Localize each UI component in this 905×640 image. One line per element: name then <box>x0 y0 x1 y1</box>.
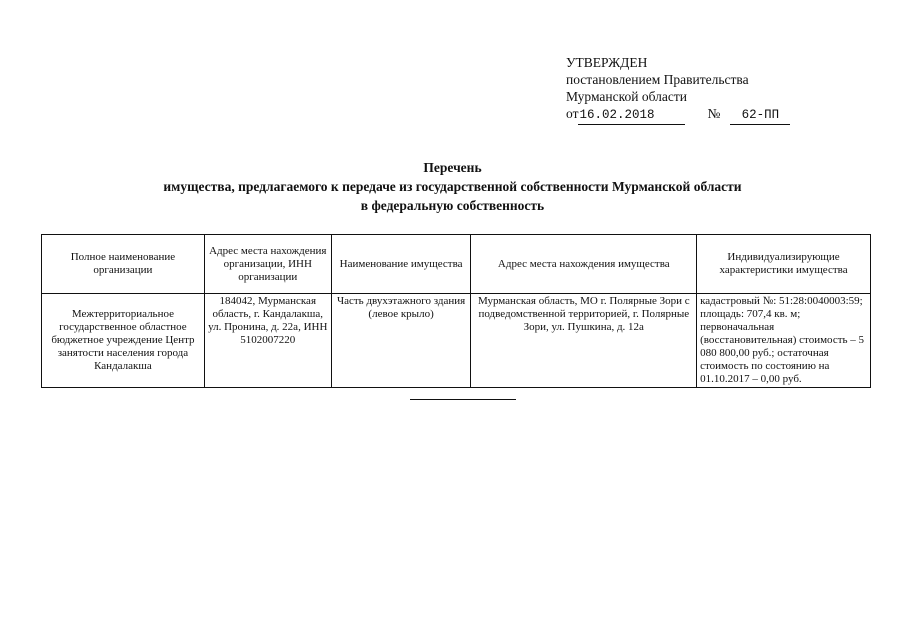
header-org-address: Адрес места нахождения организации, ИНН организации <box>204 235 331 294</box>
header-characteristics: Индивидуализирующие характеристики имущества <box>697 235 871 294</box>
header-property-name: Наименование имущества <box>331 235 471 294</box>
header-org-name: Полное наименование организации <box>42 235 205 294</box>
approval-date: 16.02.2018 <box>578 107 685 125</box>
approval-resolution: постановлением Правительства <box>566 72 749 87</box>
title-line-2: имущества, предлагаемого к передаче из государственной собственности Мурманской области <box>163 179 742 194</box>
title-line-3: в федеральную собственность <box>360 198 545 213</box>
cell-property-name: Часть двухэтажного здания (левое крыло) <box>331 294 471 388</box>
document-title <box>0 158 905 215</box>
cell-property-address: Мурманская область, МО г. Полярные Зори с подведомственной территорией, г. Полярные Зори, ул. Пушкина, д. 12а <box>471 294 697 388</box>
cell-org-address: 184042, Мурманская область, г. Кандалакша, ул. Пронина, д. 22а, ИНН 5102007220 <box>204 294 331 388</box>
approval-heading: УТВЕРЖДЕН <box>566 55 648 70</box>
cell-org-name: Межтерриториальное государственное областное бюджетное учреждение Центр занятости населения города Кандалакша <box>42 294 205 388</box>
approval-number: 62-ПП <box>730 107 790 125</box>
cell-characteristics: кадастровый №: 51:28:0040003:59; площадь: 707,4 кв. м; первоначальная (восстановительная) стоимость – 5 080 800,00 руб.; остаточная стоимость по состоянию на 01.10.2017 – 0,00 руб. <box>697 294 871 388</box>
approval-date-number <box>566 105 790 125</box>
property-table <box>41 234 871 388</box>
approval-region: Мурманской области <box>566 89 687 104</box>
header-property-address: Адрес места нахождения имущества <box>471 235 697 294</box>
title-line-1: Перечень <box>423 160 482 175</box>
end-divider <box>410 399 516 400</box>
table-header-row <box>42 235 871 294</box>
number-label: № <box>707 106 721 121</box>
table-row <box>42 294 871 388</box>
approval-stamp <box>566 54 790 125</box>
date-prefix: от <box>566 106 579 121</box>
